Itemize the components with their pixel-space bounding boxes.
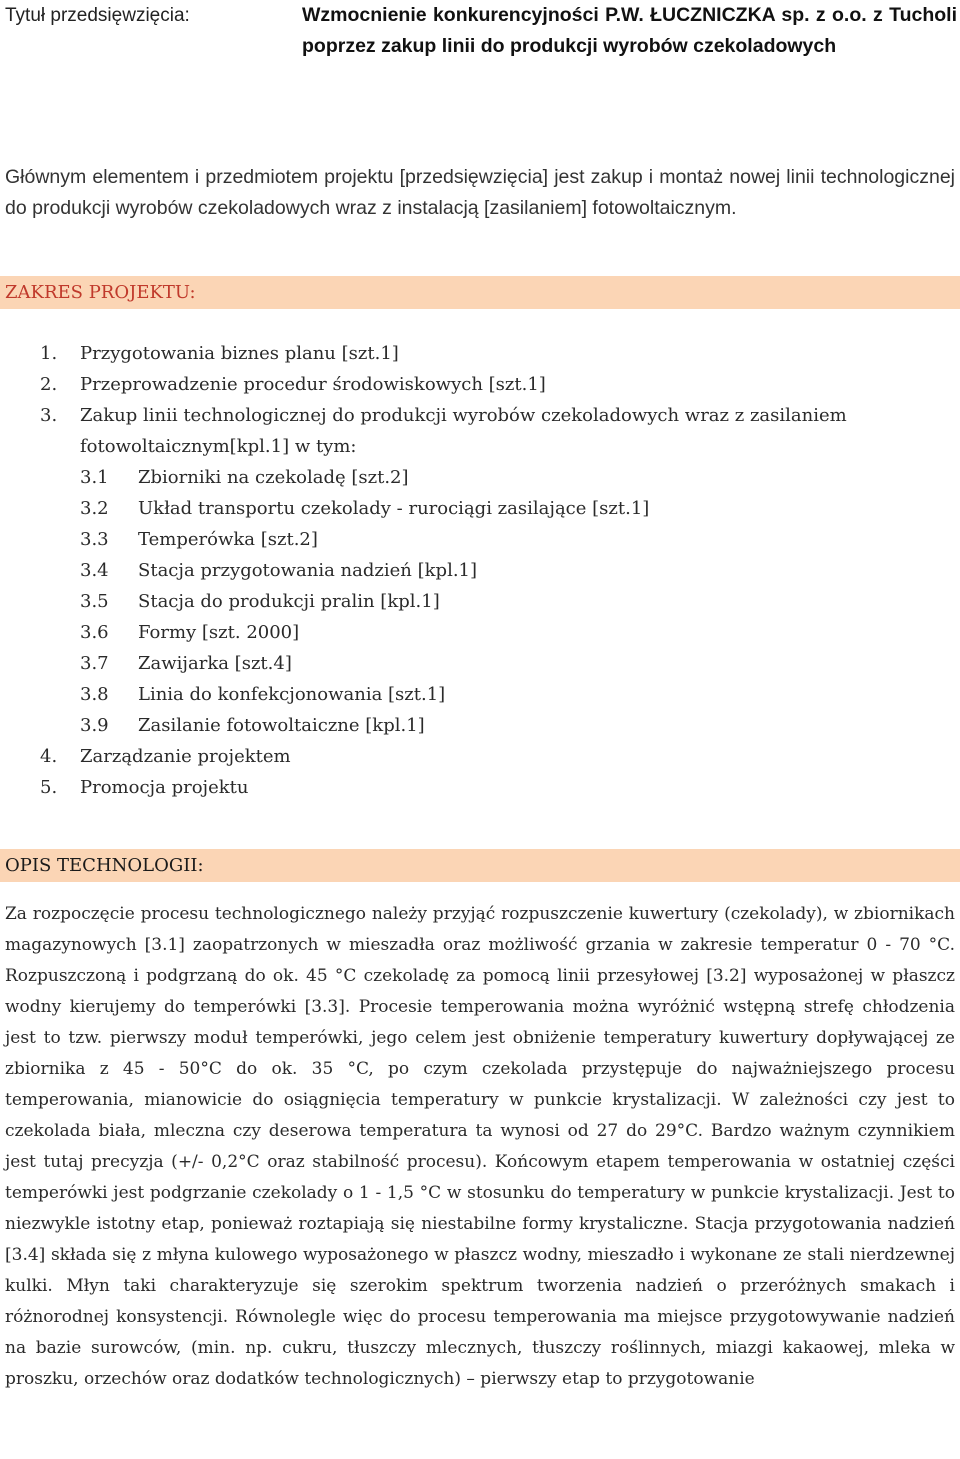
scope-list <box>40 338 940 803</box>
sub-list-item <box>40 710 940 741</box>
sub-item-number: 3.5 <box>80 591 109 612</box>
sub-item-number: 3.2 <box>80 498 109 519</box>
sub-item-text: Zbiorniki na czekoladę [szt.2] <box>138 467 409 488</box>
zakres-section-header <box>0 276 960 309</box>
opis-section-header <box>0 849 960 882</box>
technology-description: Za rozpoczęcie procesu technologicznego należy przyjąć rozpuszczenie kuwertury (czekolady), w zbiornikach magazynowych [3.1] zaopatrzonych w mieszadła oraz możliwość grzania w zakresie temperatur 0 - 70 °C. Rozpuszczoną i podgrzaną do ok. 45 °C czekoladę za pomocą linii przesyłowej [3.2] wyposażonej w płaszcz wodny kierujemy do temperówki [3.3]. Procesie temperowania można wyróżnić wstępną strefę chłodzenia jest to tzw. pierwszy moduł temperówki, jego celem jest obniżenie temperatury kuwertury dopływającej ze zbiornika z 45 - 50°C do ok. 35 °C, po czym czekolada przystępuje do najważniejszego procesu temperowania, mianowicie do osiągnięcia temperatury w punkcie krystalizacji. W zależności czy jest to czekolada biała, mleczna czy deserowa temperatura ta wynosi od 27 do 29°C. Bardzo ważnym czynnikiem jest tutaj precyzja (+/- 0,2°C oraz stabilność procesu). Końcowym etapem temperowania w ostatniej części temperówki jest podgrzanie czekolady o 1 - 1,5 °C w stosunku do temperatury w punkcie krystalizacji. Jest to niezwykle istotny etap, ponieważ roztapiają się niestabilne formy krystaliczne. Stacja przygotowania nadzień [3.4] składa się z młyna kulowego wyposażonego w płaszcz wodny, mieszadło i wykonane ze stali nierdzewnej kulki. Młyn taki charakteryzuje się szerokim spektrum tworzenia nadzień o przeróżnych smakach i różnorodnej konsystencji. Równolegle więc do procesu temperowania ma miejsce przygotowywanie nadzień na bazie surowców, (min. np. cukru, tłuszczy mlecznych, tłuszczy roślinnych, miazgi kakaowej, mleka w proszku, orzechów oraz dodatków technologicznych) – pierwszy etap to przygotowanie <box>5 904 955 1389</box>
list-item-number: 2. <box>40 374 58 395</box>
zakres-heading: ZAKRES PROJEKTU: <box>5 282 196 303</box>
opis-heading: OPIS TECHNOLOGII: <box>5 855 204 876</box>
list-item-text: Zarządzanie projektem <box>80 746 291 767</box>
sub-item-text: Formy [szt. 2000] <box>138 622 300 643</box>
list-item <box>40 338 940 369</box>
list-item-text: Promocja projektu <box>80 777 249 798</box>
list-item-text: Przeprowadzenie procedur środowiskowych [szt.1] <box>80 374 546 395</box>
list-item <box>40 772 940 803</box>
sub-item-text: Zawijarka [szt.4] <box>138 653 292 674</box>
sub-list-item <box>40 462 940 493</box>
list-item <box>40 400 940 431</box>
sub-item-number: 3.7 <box>80 653 109 674</box>
sub-item-number: 3.4 <box>80 560 109 581</box>
sub-item-text: Układ transportu czekolady - rurociągi zasilające [szt.1] <box>138 498 650 519</box>
sub-item-number: 3.8 <box>80 684 109 705</box>
list-item-number: 3. <box>40 405 58 426</box>
sub-list-item <box>40 555 940 586</box>
sub-item-text: Linia do konfekcjonowania [szt.1] <box>138 684 446 705</box>
list-item-number: 4. <box>40 746 58 767</box>
sub-item-text: Temperówka [szt.2] <box>138 529 318 550</box>
list-item-text: Przygotowania biznes planu [szt.1] <box>80 343 399 364</box>
sub-list-item <box>40 617 940 648</box>
sub-item-text: Zasilanie fotowoltaiczne [kpl.1] <box>138 715 425 736</box>
list-item-text: Zakup linii technologicznej do produkcji wyrobów czekoladowych wraz z zasilaniem <box>80 405 847 426</box>
sub-list-item <box>40 493 940 524</box>
list-item-text: fotowoltaicznym[kpl.1] w tym: <box>80 436 357 457</box>
sub-list-item <box>40 679 940 710</box>
list-item <box>40 741 940 772</box>
sub-list-item <box>40 586 940 617</box>
sub-item-text: Stacja do produkcji pralin [kpl.1] <box>138 591 440 612</box>
list-item-number: 1. <box>40 343 58 364</box>
title-label: Tytuł przedsięwzięcia: <box>5 5 190 26</box>
intro-paragraph: Głównym elementem i przedmiotem projektu [przedsięwzięcia] jest zakup i montaż nowej linii technologicznej do produkcji wyrobów czekoladowych wraz z instalacją [zasilaniem] fotowoltaicznym. <box>5 166 955 219</box>
sub-item-number: 3.9 <box>80 715 109 736</box>
sub-item-number: 3.1 <box>80 467 109 488</box>
project-title: Wzmocnienie konkurencyjności P.W. ŁUCZNICZKA sp. z o.o. z Tucholi poprzez zakup linii do produkcji wyrobów czekoladowych <box>302 4 957 57</box>
sub-list-item <box>40 648 940 679</box>
sub-list-item <box>40 524 940 555</box>
list-item-continuation <box>40 431 940 462</box>
sub-item-text: Stacja przygotowania nadzień [kpl.1] <box>138 560 478 581</box>
sub-item-number: 3.3 <box>80 529 109 550</box>
list-item-number: 5. <box>40 777 58 798</box>
list-item <box>40 369 940 400</box>
sub-item-number: 3.6 <box>80 622 109 643</box>
